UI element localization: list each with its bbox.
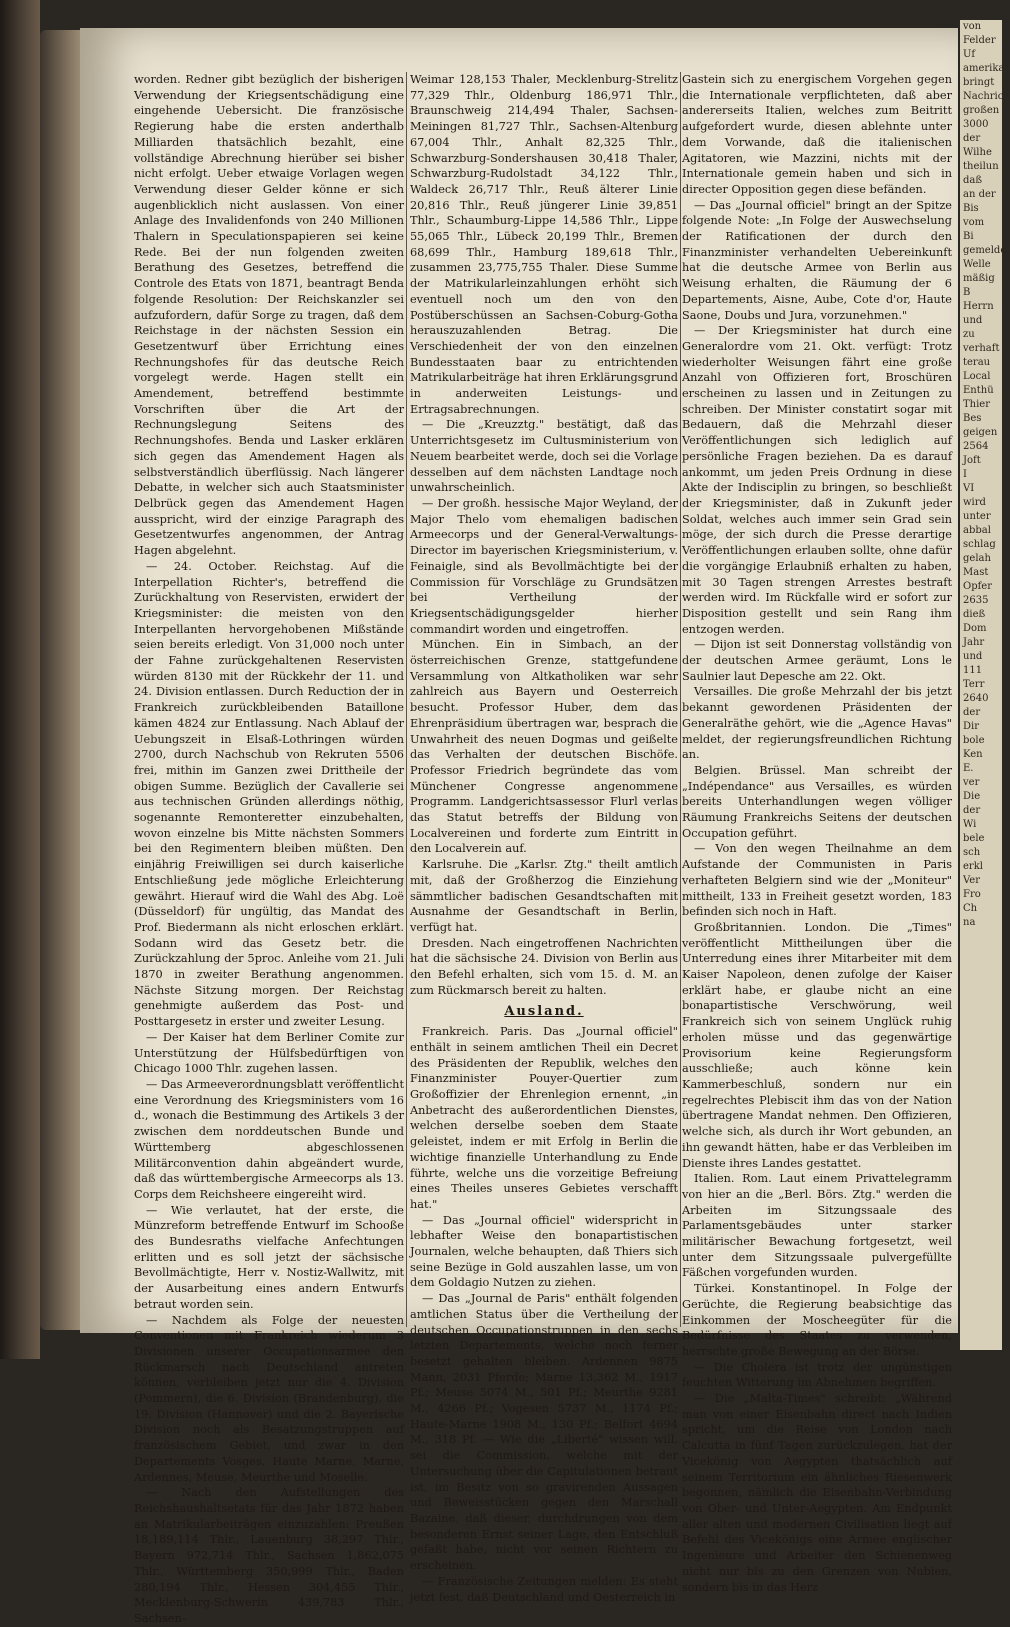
adjacent-page-fragment: Fro (963, 889, 981, 900)
adjacent-page-fragment: unter (963, 511, 991, 522)
article-paragraph: — Nachdem als Folge der neuesten Conventionen mit Frankreich wiederum 3 Divisionen unserer Occupationsarmee den Rückmarsch nach Deutschland antreten können, verbleiben jetzt nur die 4. Division (Pommern), die 6. Division (Brandenburg), die 19. Division (Hannover) und die 2. Bayerische Division noch als Besatzungstruppen auf französischem Gebiet, und zwar in den Departements Vosges, Haute Marne, Marne, Ardennes, Meuse, Meurthe und Moselle. (134, 1313, 404, 1484)
adjacent-page-fragment: 111 (963, 665, 983, 676)
article-paragraph: — Das Armeeverordnungsblatt veröffentlicht eine Verordnung des Kriegsministers vom 16 d., wonach die Bestimmung des Artikels 3 der zwischen dem norddeutschen Bunde und Württemberg abgeschlossenen Militärconvention dahin abgeändert wurde, daß das württembergische Armeecorps als 13. Corps dem Reichsheere eingereiht wird. (134, 1078, 404, 1201)
adjacent-page-fragment: der (963, 707, 981, 718)
adjacent-page-fragment: dieß (963, 609, 986, 620)
adjacent-page-fragment: Ver (963, 875, 981, 886)
article-paragraph: — Das „Journal officiel" widerspricht in lebhafter Weise den bonapartistischen Journalen, welche behaupten, daß Thiers sich seine Bezüge in Gold auszahlen lasse, um von dem Goldagio Nutzen zu ziehen. (410, 1213, 678, 1290)
adjacent-page-fragment: Opfer (963, 581, 992, 592)
adjacent-page-fragment: und (963, 651, 983, 662)
adjacent-page-fragment: Bi (963, 231, 974, 242)
column-2 (410, 72, 678, 1604)
column-3 (682, 72, 952, 1594)
adjacent-page-fragment: Uf (963, 49, 976, 60)
adjacent-page-fragment: sch (963, 847, 981, 858)
adjacent-page-fragment: der (963, 133, 981, 144)
article-paragraph: Karlsruhe. Die „Karlsr. Ztg." theilt amtlich mit, daß der Großherzog die Einziehung sämmtlicher badischen Gesandtschaften mit Ausnahme der Gesandtschaft in Berlin, verfügt hat. (410, 858, 678, 934)
article-paragraph: — Der großh. hessische Major Weyland, der Major Thelo vom ehemaligen badischen Armeecorps und der General-Verwaltungs-Director im bayerischen Kriegsministerium, v. Feinaigle, sind als Bevollmächtigte bei der Commission für Vorschläge zu Grundsätzen bei Vertheilung der Kriegsentschädigungsgelder hierher commandirt worden und eingetroffen. (410, 496, 678, 636)
adjacent-page-fragment: schlag (963, 539, 996, 550)
adjacent-page-fragment: mäßig (963, 273, 995, 284)
adjacent-page-fragment: Dir (963, 721, 979, 732)
adjacent-page-fragment: Mast (963, 567, 989, 578)
adjacent-page-fragment: abbal (963, 525, 991, 536)
adjacent-page-fragment: na (963, 917, 976, 928)
newspaper-page (80, 28, 958, 1625)
article-paragraph: — Wie verlautet, hat der erste, die Münzreform betreffende Entwurf im Schooße des Bundesraths vielfache Anfechtungen erlitten und es soll jetzt der sächsische Bevollmächtigte, Herr v. Nostiz-Wallwitz, mit der Ausarbeitung eines andern Entwurfs betraut worden sein. (134, 1203, 404, 1311)
adjacent-page-fragment: VI (963, 483, 975, 494)
book-binding (0, 0, 40, 1359)
adjacent-page-fragment: amerika (963, 63, 1005, 74)
adjacent-page-fragment: Ch (963, 903, 978, 914)
adjacent-page-fragment: gelah (963, 553, 991, 564)
article-paragraph: Italien. Rom. Laut einem Privattelegramm von hier an die „Berl. Börs. Ztg." werden die Arbeiten im Sitzungssaale des Parlamentsgebäudes unter starker militärischer Bewachung fortgesetzt, weil unter dem Sitzungssaale pulvergefüllte Fäßchen vorgefunden wurden. (682, 1172, 952, 1280)
adjacent-page-fragment: gemelde (963, 245, 1007, 256)
article-paragraph: Weimar 128,153 Thaler, Mecklenburg-Strelitz 77,329 Thlr., Oldenburg 186,971 Thlr., Braunschweig 214,494 Thaler, Sachsen-Meiningen 81,727 Thlr., Sachsen-Altenburg 67,004 Thlr., Anhalt 82,325 Thlr., Schwarzburg-Sondershausen 30,418 Thaler, Schwarzburg-Rudolstadt 34,122 Thlr., Waldeck 26,717 Thlr., Reuß älterer Linie 20,816 Thlr., Reuß jüngerer Linie 39,851 Thlr., Schaumburg-Lippe 14,586 Thlr., Lippe 55,065 Thlr., Lübeck 20,199 Thlr., Bremen 68,699 Thlr., Hamburg 189,618 Thlr., zusammen 23,775,755 Thaler. Diese Summe der Matrikularleinzahlungen erhöht sich eventuell noch um den von den Postüberschüssen an Sachsen-Coburg-Gotha herauszuzahlenden Betrag. Die Verschiedenheit der von den einzelnen Bundesstaaten baar zu entrichtenden Matrikularbeiträge hat ihren Erklärungsgrund in anderweiten Leistungs- und Ertragsabrechnungen. (410, 73, 678, 416)
article-paragraph: — Von den wegen Theilnahme an dem Aufstande der Communisten in Paris verhafteten Belgiern sind wie der „Moniteur" mittheilt, 133 in Freiheit gesetzt worden, 183 befinden sich noch in Haft. (682, 842, 952, 919)
article-paragraph: — Das „Journal officiel" bringt an der Spitze folgende Note: „In Folge der Auswechselung der Ratificationen der durch den Finanzminister verhandelten Uebereinkunft hat die deutsche Armee von Berlin aus Weisung erhalten, die Räumung der 6 Departements, Aisne, Aube, Cote d'or, Haute Saone, Doubs und Jura, vorzunehmen." (682, 198, 952, 322)
article-paragraph: Großbritannien. London. Die „Times" veröffentlicht Mittheilungen über die Unterredung eines ihrer Mitarbeiter mit dem Kaiser Napoleon, denen zufolge der Kaiser erklärt habe, er glaube nicht an eine bonapartistische Verschwörung, weil Frankreich sich von seinem Unglück ruhig erholen müsse und das gegenwärtige Provisorium keine Regierungsform ausschließe; auch könne kein Kammerbeschluß, sondern nur ein regelrechtes Plebiscit ihm das von der Nation übertragene Mandat nehmen. Den Offizieren, welche sich, als durch ihr Wort gebunden, an ihn gewandt hätten, habe er das Verbleiben im Dienste ihres Landes gestattet. (682, 920, 952, 1170)
column-rule-1 (406, 72, 407, 1327)
article-paragraph: Belgien. Brüssel. Man schreibt der „Indépendance" aus Versailles, es würden bereits Unterhandlungen wegen völliger Räumung Frankreichs Seitens der deutschen Occupation geführt. (682, 763, 952, 840)
adjacent-page-fragment: Welle (963, 259, 991, 270)
adjacent-page-fragment: ver (963, 777, 980, 788)
adjacent-page-fragment: von (963, 21, 982, 32)
adjacent-page-fragment: 3000 (963, 119, 989, 130)
adjacent-page-fragment: Felder (963, 35, 996, 46)
adjacent-page-fragment: Terr (963, 679, 985, 690)
article-paragraph: — Dijon ist seit Donnerstag vollständig von der deutschen Armee geräumt, Lons le Saulnier laut Depesche am 22. Okt. (682, 638, 952, 683)
adjacent-page-fragment: bele (963, 833, 985, 844)
column-rule-2 (680, 72, 681, 1327)
adjacent-page-fragment: terau (963, 357, 991, 368)
adjacent-page-fragment: geigen (963, 427, 998, 438)
adjacent-page-fragment: Wilhe (963, 147, 992, 158)
adjacent-page-fragment: Enthü (963, 385, 994, 396)
adjacent-page-fragment: Bes (963, 413, 982, 424)
adjacent-page-fragment: daß (963, 175, 983, 186)
adjacent-page-fragment: 2564 (963, 441, 989, 452)
adjacent-page-fragment: theilun (963, 161, 999, 172)
article-paragraph: — Das „Journal de Paris" enthält folgenden amtlichen Status über die Vertheilung der deutschen Occupationstruppen in den sechs letzten Departements, welche noch ferner besetzt gehalten bleiben. Ardennen 9875 Mann, 2031 Pferde; Marne 13,362 M., 1917 Pf.; Meuse 5074 M., 501 Pf.; Meurthe 9281 M., 4266 Pf.; Vogesen 5737 M., 1174 Pf.; Haute-Marne 1908 M., 130 Pf.; Belfort 4694 M., 318 Pf. — Wie die „Liberté" wissen will, sei die Commission, welche mit der Untersuchung über die Capitulationen betraut ist, im Besitz von so gravirenden Aussagen und Beweisstücken gegen den Marschall Bazaine, daß dieser, durchdrungen von dem besonderen Ernst seiner Lage, den Entschluß gefaßt habe, nicht vor seinen Richtern zu erscheinen. (410, 1292, 678, 1573)
article-paragraph: — Französische Zeitungen melden: Es steht jetzt fest, daß Deutschland und Oesterreich in (410, 1574, 678, 1604)
adjacent-page-fragment: Ken (963, 749, 983, 760)
article-paragraph: — Die „Kreuzztg." bestätigt, daß das Unterrichtsgesetz im Cultusministerium von Neuem bearbeitet werde, doch sei die Vorlage desselben auf dem nächsten Landtage noch unwahrscheinlich. (410, 418, 678, 495)
article-paragraph: — 24. October. Reichstag. Auf die Interpellation Richter's, betreffend die Zurückhaltung von Reservisten, erwidert der Kriegsminister: die meisten von den Interpellanten hervorgehobenen Mißstände seien bereits erledigt. Von 31,000 noch unter der Fahne zurückgehaltenen Reservisten würden 8130 mit der Rückkehr der 11. und 24. Division entlassen. Durch Reduction der in Frankreich zurückbleibenden Bataillone kämen 4824 zur Entlassung. Nach Ablauf der Uebungszeit in Elsaß-Lothringen würden 2700, durch Nachschub von Rekruten 5506 frei, mithin im Ganzen zwei Drittheile der obigen Summe. Bezüglich der Cavallerie sei aus technischen Gründen allerdings nöthig, sogenannte Remonteretter einzubehalten, wovon einzelne bis Mitte nächsten Sommers bei den Regimentern bleiben müßten. Den einjährig Freiwilligen sei durch kaiserliche Entschließung jede mögliche Erleichterung gewährt. Hierauf wird die Wahl des Abg. Loë (Düsseldorf) für ungültig, das Mandat des Prof. Biedermann als nicht erloschen erklärt. Sodann wird das Gesetz betr. die Zurückzahlung der 5proc. Anleihe vom 21. Juli 1870 in zweiter Berathung angenommen. Nächste Sitzung morgen. Der Reichstag genehmigte außerdem das Post- und Posttargesetz in erster und zweiter Lesung. (134, 559, 404, 1029)
adjacent-page-fragment: Bis (963, 203, 979, 214)
adjacent-page-fragment: Wi (963, 819, 977, 830)
article-paragraph: — Der Kaiser hat dem Berliner Comite zur Unterstützung der Hülfsbedürftigen von Chicago 1000 Thlr. zugehen lassen. (134, 1030, 404, 1076)
adjacent-page-fragment: an der (963, 189, 996, 200)
adjacent-page-fragment: Die (963, 791, 981, 802)
adjacent-page-fragment: I (963, 469, 967, 480)
adjacent-page-fragment: 2640 (963, 693, 989, 704)
adjacent-page-fragment: 2635 (963, 595, 989, 606)
article-paragraph: — Nach den Aufstellungen des Reichshaushaltsetats für das Jahr 1872 haben an Matrikularbeiträgen einzuzahlen: Preußen 18,189,114 Thlr., Lauenburg 38,297 Thlr., Bayern 972,714 Thlr., Sachsen 1,862,075 Thlr., Württemberg 350,999 Thlr., Baden 280,194 Thlr., Hessen 304,455 Thlr., Mecklenburg-Schwerin 439,783 Thlr., Sachsen- (134, 1486, 404, 1625)
adjacent-page-fragment: bringt (963, 77, 995, 88)
article-paragraph: — Die „Malta-Times" schreibt: „Während man von einer Eisenbahn direct nach Indien spricht, um die Reise von London nach Calcutta in fünf Tagen zurückzulegen, hat der Vicekönig von Aegypten thatsächlich auf seinem Territorium ein ähnliches Riesenwerk begonnen, nämlich die Eisenbahn-Verbindung von Ober- und Unter-Aegypten. Am Endpunkt aller alten und modernen Civilisation liegt auf Befehl des Vicekönigs eine Armee englischer Ingenieure und Arbeiter den Schienenweg nicht nur bis zu den Grenzen von Nubien, sondern bis in das Herz (682, 1392, 952, 1594)
adjacent-page-fragment: Dom (963, 623, 987, 634)
adjacent-page-fragment: wird (963, 497, 986, 508)
adjacent-page-fragment: Nachrich (963, 91, 1010, 102)
adjacent-page-fragment: der (963, 805, 981, 816)
article-paragraph: worden. Redner gibt bezüglich der bisherigen Verwendung der Kriegsentschädigung eine eingehende Uebersicht. Die französische Regierung habe die ersten anderthalb Milliarden thatsächlich bezahlt, eine vollständige Abrechnung hierüber sei bisher nicht erfolgt. Ueber etwaige Vorlagen wegen Verwendung dieser Gelder könne er sich augenblicklich nicht auslassen. Von einer Anlage des Invalidenfonds von 240 Millionen Thalern in Speculationspapieren sei keine Rede. Bei der nun folgenden zweiten Berathung des Gesetzes, betreffend die Controle des Etats von 1871, beantragt Benda folgende Resolution: Der Reichskanzler sei aufzufordern, dafür Sorge zu tragen, daß dem Reichstage in der nächsten Session ein Gesetzentwurf über Errichtung eines Rechnungshofes für das deutsche Reich vorgelegt werde. Hagen stellt ein Amendement, betreffend bestimmte Vorschriften über die Art der Rechnungslegung Seitens des Rechnungshofes. Benda und Lasker erklären sich gegen das Amendement Hagen als selbstverständlich überflüssig. Nach längerer Debatte, in welcher sich auch Staatsminister Delbrück gegen das Amendement Hagen ausspricht, wird der einzige Paragraph des Gesetzentwurfes angenommen, der Antrag Hagen abgelehnt. (134, 73, 404, 558)
adjacent-page-fragment: Local (963, 371, 991, 382)
article-paragraph: Frankreich. Paris. Das „Journal officiel" enthält in seinem amtlichen Theil ein Decret des Präsidenten der Republik, welches den Finanzminister Pouyer-Quertier zum Großoffizier der Ehrenlegion ernennt, „in Anbetracht des außerordentlichen Dienstes, welchen derselbe soeben dem Staate geleistet, indem er mit Erfolg in Berlin die wichtige finanzielle Unterhandlung zu Ende führte, welche uns die vorzeitige Befreiung eines Theiles unseres Gebietes verschafft hat." (410, 1025, 678, 1211)
adjacent-page-fragment: E. (963, 763, 974, 774)
adjacent-page-fragment: B (963, 287, 971, 298)
adjacent-page-edge (958, 20, 1010, 1350)
article-paragraph: — Die Cholera ist trotz der ungünstigen feuchten Witterung im Abnehmen begriffen. (682, 1360, 952, 1390)
adjacent-page-fragment: und (963, 315, 983, 326)
article-paragraph: Versailles. Die große Mehrzahl der bis jetzt bekannt gewordenen Präsidenten der Generalräthe gehört, wie die „Agence Havas" meldet, der regierungsfreundlichen Richtung an. (682, 685, 952, 762)
article-paragraph: Türkei. Konstantinopel. In Folge der Gerüchte, die Regierung beabsichtige das Einkommen der Moscheegüter für die Bedürfnisse des Staates zu verwenden, herrschte große Bewegung an der Börse. (682, 1282, 952, 1358)
adjacent-page-fragment: zu (963, 329, 975, 340)
section-heading: Ausland. (504, 1004, 584, 1020)
adjacent-page-fragment: Thier (963, 399, 991, 410)
adjacent-page-fragment: erkl (963, 861, 983, 872)
article-paragraph: — Der Kriegsminister hat durch eine Generalordre vom 21. Okt. verfügt: Trotz wiederholter Weisungen fährt eine große Anzahl von Offizieren fort, Broschüren erscheinen zu lassen und in Zeitungen zu schreiben. Der Minister constatirt sogar mit Bedauern, daß die Mehrzahl dieser Veröffentlichungen sich lediglich auf persönliche Fragen beziehen. Da es darauf ankommt, um jeden Preis Ordnung in diese Akte der Indisciplin zu bringen, so beschließt der Kriegsminister, daß in Zukunft jeder Soldat, welches auch immer sein Grad sein möge, der sich durch die Presse derartige Veröffentlichungen erlauben sollte, ohne dafür die vorgängige Erlaubniß erhalten zu haben, mit 30 Tagen strengen Arrestes bestraft werden wird. Im Rückfalle wird er sofort zur Disposition gestellt und sein Rang ihm entzogen werden. (682, 324, 952, 636)
article-paragraph: Gastein sich zu energischem Vorgehen gegen die Internationale verpflichteten, daß aber andererseits Italien, welches zum Beitritt aufgefordert wurde, diesen ablehnte unter dem Vorwande, daß die italienischen Agitatoren, wie Mazzini, nichts mit der Internationale gemein haben und sich in directer Opposition gegen diese befänden. (682, 73, 952, 196)
adjacent-page-fragment: großen (963, 105, 1000, 116)
adjacent-page-fragment: bole (963, 735, 985, 746)
column-1 (134, 72, 404, 1625)
adjacent-page-fragment: vom (963, 217, 985, 228)
adjacent-page-fragment: Herrn (963, 301, 994, 312)
adjacent-page-fragment: verhaft (963, 343, 1000, 354)
adjacent-page-fragment: Jahr (963, 637, 985, 648)
article-paragraph: München. Ein in Simbach, an der österreichischen Grenze, stattgefundene Versammlung von Altkatholiken war sehr zahlreich aus Bayern und Oesterreich besucht. Professor Huber, dem das Ehrenpräsidium übertragen war, besprach die Unwahrheit des neuen Dogmas und geißelte das Verhalten der deutschen Bischöfe. Professor Friedrich begründete das vom Münchener Congresse angenommene Programm. Landgerichtsassessor Flurl verlas das Statut betreffs der Bildung von Localvereinen und forderte zum Eintritt in den Localverein auf. (410, 638, 678, 856)
article-paragraph: Dresden. Nach eingetroffenen Nachrichten hat die sächsische 24. Division von Berlin aus den Befehl erhalten, sich vom 15. d. M. an zum Rückmarsch bereit zu halten. (410, 936, 678, 997)
adjacent-page-fragment: Joft (963, 455, 981, 466)
